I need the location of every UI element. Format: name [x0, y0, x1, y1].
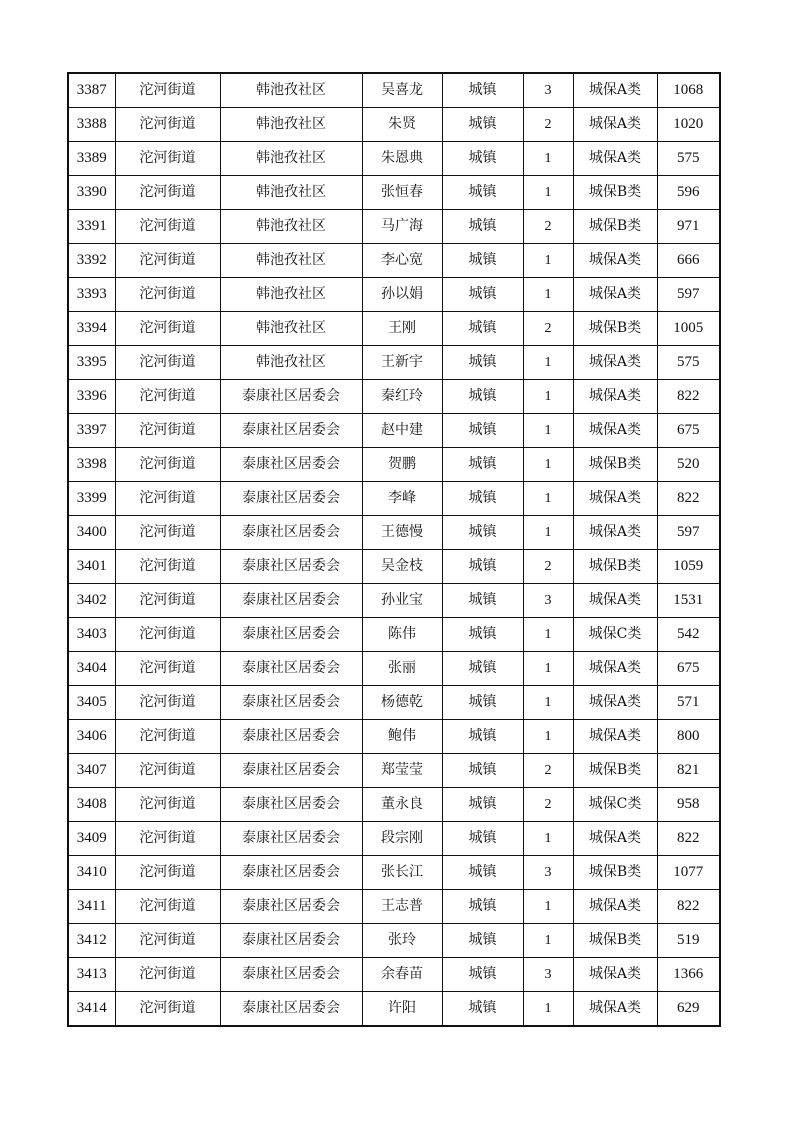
street-cell: 沱河街道 — [115, 482, 220, 516]
category-cell: 城保A类 — [573, 652, 657, 686]
row-number-cell: 3405 — [68, 686, 115, 720]
person-count-cell: 2 — [523, 788, 573, 822]
row-number-cell: 3394 — [68, 312, 115, 346]
row-number-cell: 3388 — [68, 108, 115, 142]
row-number-cell: 3399 — [68, 482, 115, 516]
amount-cell: 800 — [657, 720, 720, 754]
person-count-cell: 3 — [523, 73, 573, 108]
category-cell: 城保B类 — [573, 550, 657, 584]
person-name-cell: 王刚 — [362, 312, 442, 346]
household-type-cell: 城镇 — [442, 856, 523, 890]
amount-cell: 971 — [657, 210, 720, 244]
person-name-cell: 王志普 — [362, 890, 442, 924]
street-cell: 沱河街道 — [115, 924, 220, 958]
community-cell: 韩池孜社区 — [220, 142, 362, 176]
street-cell: 沱河街道 — [115, 108, 220, 142]
person-name-cell: 张长江 — [362, 856, 442, 890]
street-cell: 沱河街道 — [115, 550, 220, 584]
category-cell: 城保A类 — [573, 822, 657, 856]
category-cell: 城保B类 — [573, 924, 657, 958]
street-cell: 沱河街道 — [115, 584, 220, 618]
person-count-cell: 1 — [523, 720, 573, 754]
person-count-cell: 3 — [523, 856, 573, 890]
table-row — [68, 584, 720, 618]
person-count-cell: 1 — [523, 380, 573, 414]
street-cell: 沱河街道 — [115, 448, 220, 482]
person-name-cell: 赵中建 — [362, 414, 442, 448]
category-cell: 城保A类 — [573, 720, 657, 754]
person-name-cell: 王德慢 — [362, 516, 442, 550]
street-cell: 沱河街道 — [115, 142, 220, 176]
table-row — [68, 108, 720, 142]
household-type-cell: 城镇 — [442, 890, 523, 924]
amount-cell: 1068 — [657, 73, 720, 108]
household-type-cell: 城镇 — [442, 244, 523, 278]
street-cell: 沱河街道 — [115, 244, 220, 278]
category-cell: 城保A类 — [573, 108, 657, 142]
household-type-cell: 城镇 — [442, 346, 523, 380]
person-name-cell: 朱贤 — [362, 108, 442, 142]
person-name-cell: 段宗刚 — [362, 822, 442, 856]
street-cell: 沱河街道 — [115, 890, 220, 924]
street-cell: 沱河街道 — [115, 176, 220, 210]
person-name-cell: 李峰 — [362, 482, 442, 516]
person-count-cell: 1 — [523, 652, 573, 686]
row-number-cell: 3393 — [68, 278, 115, 312]
amount-cell: 1020 — [657, 108, 720, 142]
household-type-cell: 城镇 — [442, 754, 523, 788]
person-name-cell: 马广海 — [362, 210, 442, 244]
street-cell: 沱河街道 — [115, 652, 220, 686]
row-number-cell: 3414 — [68, 992, 115, 1027]
amount-cell: 542 — [657, 618, 720, 652]
person-name-cell: 张恒春 — [362, 176, 442, 210]
household-type-cell: 城镇 — [442, 822, 523, 856]
table-row — [68, 278, 720, 312]
community-cell: 泰康社区居委会 — [220, 550, 362, 584]
person-name-cell: 张丽 — [362, 652, 442, 686]
person-name-cell: 余春苗 — [362, 958, 442, 992]
amount-cell: 597 — [657, 278, 720, 312]
person-name-cell: 孙业宝 — [362, 584, 442, 618]
community-cell: 泰康社区居委会 — [220, 720, 362, 754]
amount-cell: 1531 — [657, 584, 720, 618]
person-count-cell: 1 — [523, 244, 573, 278]
table-row — [68, 516, 720, 550]
amount-cell: 520 — [657, 448, 720, 482]
person-name-cell: 朱恩典 — [362, 142, 442, 176]
amount-cell: 597 — [657, 516, 720, 550]
table-row — [68, 686, 720, 720]
person-name-cell: 郑莹莹 — [362, 754, 442, 788]
household-type-cell: 城镇 — [442, 992, 523, 1027]
household-type-cell: 城镇 — [442, 380, 523, 414]
community-cell: 韩池孜社区 — [220, 108, 362, 142]
street-cell: 沱河街道 — [115, 958, 220, 992]
category-cell: 城保A类 — [573, 278, 657, 312]
household-type-cell: 城镇 — [442, 482, 523, 516]
community-cell: 韩池孜社区 — [220, 312, 362, 346]
amount-cell: 519 — [657, 924, 720, 958]
household-type-cell: 城镇 — [442, 142, 523, 176]
community-cell: 韩池孜社区 — [220, 73, 362, 108]
table-row — [68, 754, 720, 788]
row-number-cell: 3390 — [68, 176, 115, 210]
row-number-cell: 3404 — [68, 652, 115, 686]
person-count-cell: 2 — [523, 210, 573, 244]
category-cell: 城保B类 — [573, 754, 657, 788]
person-count-cell: 1 — [523, 414, 573, 448]
person-name-cell: 吴喜龙 — [362, 73, 442, 108]
street-cell: 沱河街道 — [115, 380, 220, 414]
household-type-cell: 城镇 — [442, 312, 523, 346]
relief-roster-table — [67, 72, 721, 1027]
person-name-cell: 杨德乾 — [362, 686, 442, 720]
category-cell: 城保B类 — [573, 448, 657, 482]
community-cell: 韩池孜社区 — [220, 244, 362, 278]
row-number-cell: 3413 — [68, 958, 115, 992]
table-body — [68, 73, 720, 1026]
street-cell: 沱河街道 — [115, 346, 220, 380]
household-type-cell: 城镇 — [442, 652, 523, 686]
community-cell: 韩池孜社区 — [220, 278, 362, 312]
household-type-cell: 城镇 — [442, 176, 523, 210]
person-name-cell: 王新宇 — [362, 346, 442, 380]
row-number-cell: 3402 — [68, 584, 115, 618]
person-count-cell: 2 — [523, 312, 573, 346]
street-cell: 沱河街道 — [115, 618, 220, 652]
household-type-cell: 城镇 — [442, 448, 523, 482]
household-type-cell: 城镇 — [442, 414, 523, 448]
category-cell: 城保A类 — [573, 414, 657, 448]
row-number-cell: 3412 — [68, 924, 115, 958]
community-cell: 韩池孜社区 — [220, 210, 362, 244]
table-row — [68, 720, 720, 754]
table-row — [68, 448, 720, 482]
amount-cell: 571 — [657, 686, 720, 720]
household-type-cell: 城镇 — [442, 584, 523, 618]
street-cell: 沱河街道 — [115, 516, 220, 550]
amount-cell: 1059 — [657, 550, 720, 584]
row-number-cell: 3389 — [68, 142, 115, 176]
category-cell: 城保A类 — [573, 516, 657, 550]
street-cell: 沱河街道 — [115, 754, 220, 788]
community-cell: 泰康社区居委会 — [220, 822, 362, 856]
table-row — [68, 652, 720, 686]
household-type-cell: 城镇 — [442, 516, 523, 550]
person-name-cell: 张玲 — [362, 924, 442, 958]
street-cell: 沱河街道 — [115, 992, 220, 1027]
community-cell: 韩池孜社区 — [220, 346, 362, 380]
amount-cell: 822 — [657, 822, 720, 856]
row-number-cell: 3395 — [68, 346, 115, 380]
category-cell: 城保B类 — [573, 856, 657, 890]
amount-cell: 675 — [657, 652, 720, 686]
amount-cell: 822 — [657, 482, 720, 516]
category-cell: 城保A类 — [573, 244, 657, 278]
household-type-cell: 城镇 — [442, 618, 523, 652]
row-number-cell: 3400 — [68, 516, 115, 550]
person-name-cell: 许阳 — [362, 992, 442, 1027]
row-number-cell: 3397 — [68, 414, 115, 448]
person-count-cell: 2 — [523, 550, 573, 584]
table-row — [68, 618, 720, 652]
community-cell: 泰康社区居委会 — [220, 414, 362, 448]
table-row — [68, 482, 720, 516]
person-count-cell: 1 — [523, 890, 573, 924]
person-name-cell: 李心宽 — [362, 244, 442, 278]
person-count-cell: 1 — [523, 142, 573, 176]
community-cell: 泰康社区居委会 — [220, 992, 362, 1027]
category-cell: 城保A类 — [573, 73, 657, 108]
household-type-cell: 城镇 — [442, 278, 523, 312]
person-name-cell: 董永良 — [362, 788, 442, 822]
table-row — [68, 856, 720, 890]
amount-cell: 666 — [657, 244, 720, 278]
household-type-cell: 城镇 — [442, 924, 523, 958]
household-type-cell: 城镇 — [442, 720, 523, 754]
person-name-cell: 孙以娟 — [362, 278, 442, 312]
row-number-cell: 3406 — [68, 720, 115, 754]
street-cell: 沱河街道 — [115, 73, 220, 108]
amount-cell: 1366 — [657, 958, 720, 992]
community-cell: 泰康社区居委会 — [220, 618, 362, 652]
table-row — [68, 210, 720, 244]
street-cell: 沱河街道 — [115, 210, 220, 244]
table-row — [68, 244, 720, 278]
category-cell: 城保A类 — [573, 482, 657, 516]
category-cell: 城保B类 — [573, 210, 657, 244]
community-cell: 泰康社区居委会 — [220, 380, 362, 414]
amount-cell: 575 — [657, 346, 720, 380]
street-cell: 沱河街道 — [115, 312, 220, 346]
category-cell: 城保A类 — [573, 346, 657, 380]
table-row — [68, 924, 720, 958]
row-number-cell: 3408 — [68, 788, 115, 822]
amount-cell: 596 — [657, 176, 720, 210]
person-count-cell: 1 — [523, 448, 573, 482]
row-number-cell: 3391 — [68, 210, 115, 244]
community-cell: 泰康社区居委会 — [220, 890, 362, 924]
person-count-cell: 1 — [523, 482, 573, 516]
amount-cell: 958 — [657, 788, 720, 822]
person-count-cell: 1 — [523, 176, 573, 210]
household-type-cell: 城镇 — [442, 108, 523, 142]
street-cell: 沱河街道 — [115, 278, 220, 312]
household-type-cell: 城镇 — [442, 550, 523, 584]
community-cell: 泰康社区居委会 — [220, 448, 362, 482]
row-number-cell: 3403 — [68, 618, 115, 652]
amount-cell: 822 — [657, 380, 720, 414]
person-count-cell: 1 — [523, 924, 573, 958]
category-cell: 城保A类 — [573, 992, 657, 1027]
community-cell: 泰康社区居委会 — [220, 516, 362, 550]
person-count-cell: 3 — [523, 958, 573, 992]
table-row — [68, 380, 720, 414]
category-cell: 城保A类 — [573, 958, 657, 992]
community-cell: 泰康社区居委会 — [220, 788, 362, 822]
person-count-cell: 2 — [523, 108, 573, 142]
person-name-cell: 贺鹏 — [362, 448, 442, 482]
amount-cell: 1005 — [657, 312, 720, 346]
row-number-cell: 3409 — [68, 822, 115, 856]
table-row — [68, 312, 720, 346]
category-cell: 城保A类 — [573, 686, 657, 720]
table-row — [68, 414, 720, 448]
table-row — [68, 788, 720, 822]
row-number-cell: 3392 — [68, 244, 115, 278]
amount-cell: 821 — [657, 754, 720, 788]
category-cell: 城保A类 — [573, 584, 657, 618]
amount-cell: 629 — [657, 992, 720, 1027]
table-row — [68, 822, 720, 856]
row-number-cell: 3398 — [68, 448, 115, 482]
household-type-cell: 城镇 — [442, 686, 523, 720]
street-cell: 沱河街道 — [115, 686, 220, 720]
category-cell: 城保A类 — [573, 142, 657, 176]
person-count-cell: 1 — [523, 278, 573, 312]
category-cell: 城保B类 — [573, 312, 657, 346]
table-row — [68, 176, 720, 210]
community-cell: 泰康社区居委会 — [220, 482, 362, 516]
community-cell: 泰康社区居委会 — [220, 652, 362, 686]
community-cell: 韩池孜社区 — [220, 176, 362, 210]
category-cell: 城保C类 — [573, 618, 657, 652]
person-name-cell: 陈伟 — [362, 618, 442, 652]
row-number-cell: 3401 — [68, 550, 115, 584]
household-type-cell: 城镇 — [442, 958, 523, 992]
street-cell: 沱河街道 — [115, 720, 220, 754]
person-count-cell: 1 — [523, 618, 573, 652]
row-number-cell: 3411 — [68, 890, 115, 924]
table-row — [68, 142, 720, 176]
amount-cell: 675 — [657, 414, 720, 448]
table-row — [68, 958, 720, 992]
table-row — [68, 346, 720, 380]
person-name-cell: 秦红玲 — [362, 380, 442, 414]
row-number-cell: 3387 — [68, 73, 115, 108]
street-cell: 沱河街道 — [115, 414, 220, 448]
person-count-cell: 1 — [523, 992, 573, 1027]
community-cell: 泰康社区居委会 — [220, 686, 362, 720]
person-count-cell: 2 — [523, 754, 573, 788]
table-row — [68, 890, 720, 924]
person-name-cell: 吴金枝 — [362, 550, 442, 584]
street-cell: 沱河街道 — [115, 788, 220, 822]
amount-cell: 1077 — [657, 856, 720, 890]
community-cell: 泰康社区居委会 — [220, 958, 362, 992]
person-count-cell: 3 — [523, 584, 573, 618]
household-type-cell: 城镇 — [442, 210, 523, 244]
community-cell: 泰康社区居委会 — [220, 924, 362, 958]
community-cell: 泰康社区居委会 — [220, 856, 362, 890]
category-cell: 城保B类 — [573, 176, 657, 210]
person-count-cell: 1 — [523, 686, 573, 720]
category-cell: 城保A类 — [573, 380, 657, 414]
amount-cell: 822 — [657, 890, 720, 924]
street-cell: 沱河街道 — [115, 822, 220, 856]
community-cell: 泰康社区居委会 — [220, 584, 362, 618]
household-type-cell: 城镇 — [442, 788, 523, 822]
table-row — [68, 550, 720, 584]
category-cell: 城保A类 — [573, 890, 657, 924]
table-row — [68, 73, 720, 108]
table-row — [68, 992, 720, 1027]
category-cell: 城保C类 — [573, 788, 657, 822]
person-count-cell: 1 — [523, 346, 573, 380]
street-cell: 沱河街道 — [115, 856, 220, 890]
amount-cell: 575 — [657, 142, 720, 176]
community-cell: 泰康社区居委会 — [220, 754, 362, 788]
row-number-cell: 3407 — [68, 754, 115, 788]
row-number-cell: 3396 — [68, 380, 115, 414]
person-name-cell: 鲍伟 — [362, 720, 442, 754]
person-count-cell: 1 — [523, 516, 573, 550]
person-count-cell: 1 — [523, 822, 573, 856]
row-number-cell: 3410 — [68, 856, 115, 890]
household-type-cell: 城镇 — [442, 73, 523, 108]
